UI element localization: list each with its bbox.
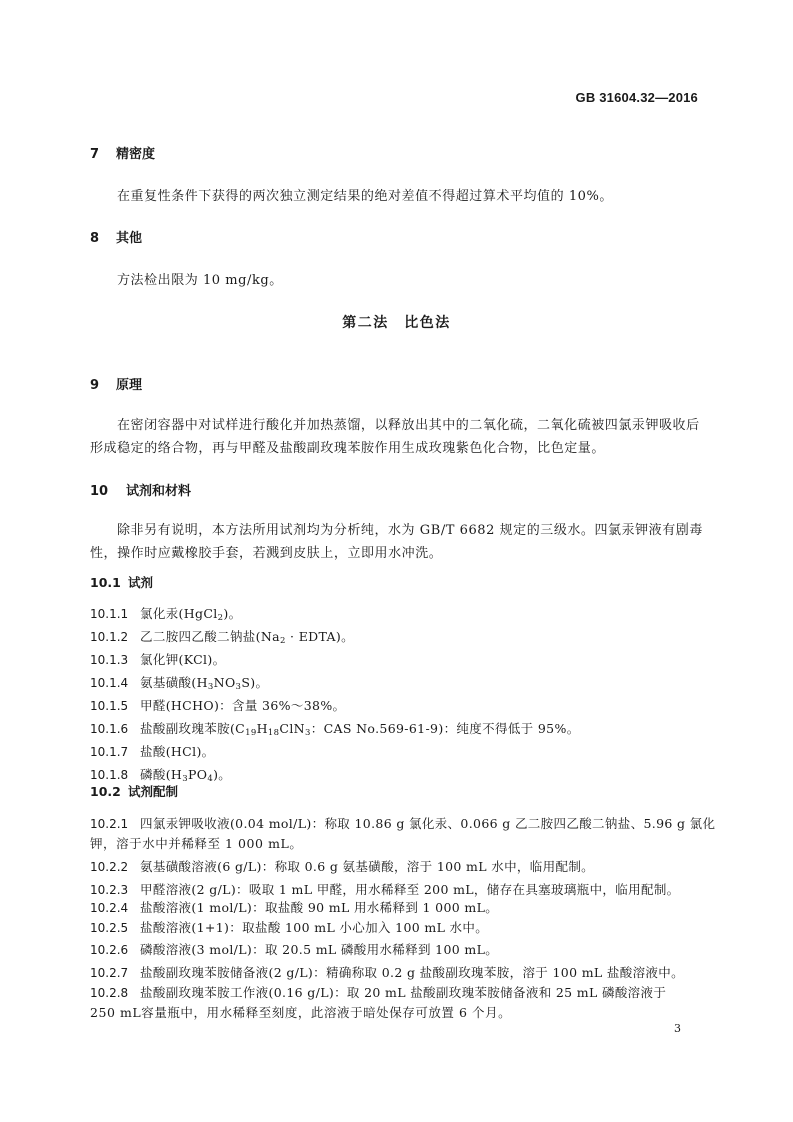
- reagent-item: 10.1.7 盐酸(HCl)。: [90, 744, 215, 759]
- section-number: 7: [90, 147, 100, 162]
- item-number: 10.2.3: [90, 883, 129, 897]
- item-number: 10.2.1: [90, 817, 129, 831]
- item-number: 10.2.5: [90, 921, 129, 935]
- reagent-item: 10.1.8 磷酸$(H_3PO_4)$。: [90, 767, 232, 784]
- prep-item: 10.2.7 盐酸副玫瑰苯胺储备液(2 g/L)：精确称取 0.2 g 盐酸副玫瑰苯胺，溶于 100 mL 盐酸溶液中。: [90, 965, 684, 980]
- item-number: 10.2.6: [90, 943, 129, 957]
- item-number: 10.1.5: [90, 699, 129, 713]
- item-number: 10.1.2: [90, 630, 129, 644]
- item-number: 10.1.8: [90, 768, 129, 782]
- reagent-item: 10.1.4 氨基磺酸$(H_3NO_3S)$。: [90, 675, 269, 692]
- reagent-item: 10.1.3 氯化钾(KCl)。: [90, 652, 226, 667]
- prep-item: 10.2.5 盐酸溶液(1+1)：取盐酸 100 mL 小心加入 100 mL 水中。: [90, 920, 489, 935]
- section-8-paragraph: 方法检出限为 10 mg/kg。: [117, 273, 283, 288]
- section-title: 试剂和材料: [126, 484, 192, 499]
- subsection-title: 试剂: [128, 575, 154, 590]
- reagent-item: 10.1.1 氯化汞(HgCl$_2$)。: [90, 606, 242, 623]
- subsection-number: 10.1: [90, 575, 121, 590]
- prep-item: 10.2.4 盐酸溶液(1 mol/L)：取盐酸 90 mL 用水稀释到 1 000 mL。: [90, 900, 499, 915]
- section-10-line-1: 除非另有说明，本方法所用试剂均为分析纯，水为 GB/T 6682 规定的三级水。四氯汞钾液有剧毒: [117, 523, 703, 538]
- reagent-item: 10.1.5 甲醛(HCHO)：含量 36%～38%。: [90, 698, 346, 713]
- prep-item: 10.2.8 盐酸副玫瑰苯胺工作液(0.16 g/L)：取 20 mL 盐酸副玫瑰苯胺储备液和 25 mL 磷酸溶液于: [90, 985, 667, 1000]
- section-title: 其他: [116, 231, 143, 246]
- reagent-item: 10.1.6 盐酸副玫瑰苯胺($C_{19}H_{18}ClN_3$：CAS No.569-61-9)：纯度不得低于 95%。: [90, 721, 580, 738]
- item-number: 10.2.7: [90, 966, 129, 980]
- item-number: 10.1.7: [90, 745, 129, 759]
- section-9-heading: [90, 374, 793, 393]
- section-10-heading: [90, 480, 793, 499]
- section-title: 精密度: [116, 147, 156, 162]
- section-number: 9: [90, 378, 100, 393]
- reagent-item: 10.1.2 乙二胺四乙酸二钠盐($Na_2$ · EDTA)。: [90, 629, 355, 646]
- item-number: 10.2.4: [90, 901, 129, 915]
- section-number: 10: [90, 484, 109, 499]
- prep-item: 10.2.6 磷酸溶液(3 mol/L)：取 20.5 mL 磷酸用水稀释到 100 mL。: [90, 942, 499, 957]
- prep-item: 10.2.2 氨基磺酸溶液(6 g/L)：称取 0.6 g 氨基磺酸，溶于 100 mL 水中，临用配制。: [90, 859, 595, 874]
- item-number: 10.1.1: [90, 607, 129, 621]
- item-number: 10.1.3: [90, 653, 129, 667]
- section-title: 原理: [116, 378, 143, 393]
- section-7-paragraph: 在重复性条件下获得的两次独立测定结果的绝对差值不得超过算术平均值的 10%。: [117, 189, 613, 204]
- section-10-line-2: 性，操作时应戴橡胶手套，若溅到皮肤上，立即用水冲洗。: [90, 546, 443, 561]
- prep-item: 10.2.3 甲醛溶液(2 g/L)：吸取 1 mL 甲醛，用水稀释至 200 mL，储存在具塞玻璃瓶中，临用配制。: [90, 882, 680, 897]
- item-number: 10.1.6: [90, 722, 129, 736]
- item-number: 10.1.4: [90, 676, 129, 690]
- subsection-title: 试剂配制: [128, 784, 179, 799]
- prep-item: 10.2.1 四氯汞钾吸收液(0.04 mol/L)：称取 10.86 g 氯化汞、0.066 g 乙二胺四乙酸二钠盐、5.96 g 氯化: [90, 816, 716, 831]
- standard-code: GB 31604.32—2016: [575, 90, 698, 105]
- section-7-heading: [90, 143, 793, 162]
- section-9-line-1: 在密闭容器中对试样进行酸化并加热蒸馏，以释放出其中的二氧化硫，二氧化硫被四氯汞钾吸收后: [117, 418, 700, 433]
- section-9-line-2: 形成稳定的络合物，再与甲醛及盐酸副玫瑰苯胺作用生成玫瑰紫色化合物，比色定量。: [90, 441, 605, 456]
- prep-item-continuation: 250 mL容量瓶中，用水稀释至刻度，此溶液于暗处保存可放置 6 个月。: [90, 1005, 512, 1020]
- subsection-10-2-heading: [90, 782, 793, 800]
- section-8-heading: [90, 227, 793, 246]
- subsection-10-1-heading: [90, 573, 793, 591]
- item-number: 10.2.8: [90, 986, 129, 1000]
- method-title: 第二法 比色法: [342, 315, 451, 331]
- item-number: 10.2.2: [90, 860, 129, 874]
- subsection-number: 10.2: [90, 784, 121, 799]
- prep-item-continuation: 钾，溶于水中并稀释至 1 000 mL。: [90, 836, 303, 851]
- page-number: 3: [674, 1022, 681, 1035]
- section-number: 8: [90, 231, 100, 246]
